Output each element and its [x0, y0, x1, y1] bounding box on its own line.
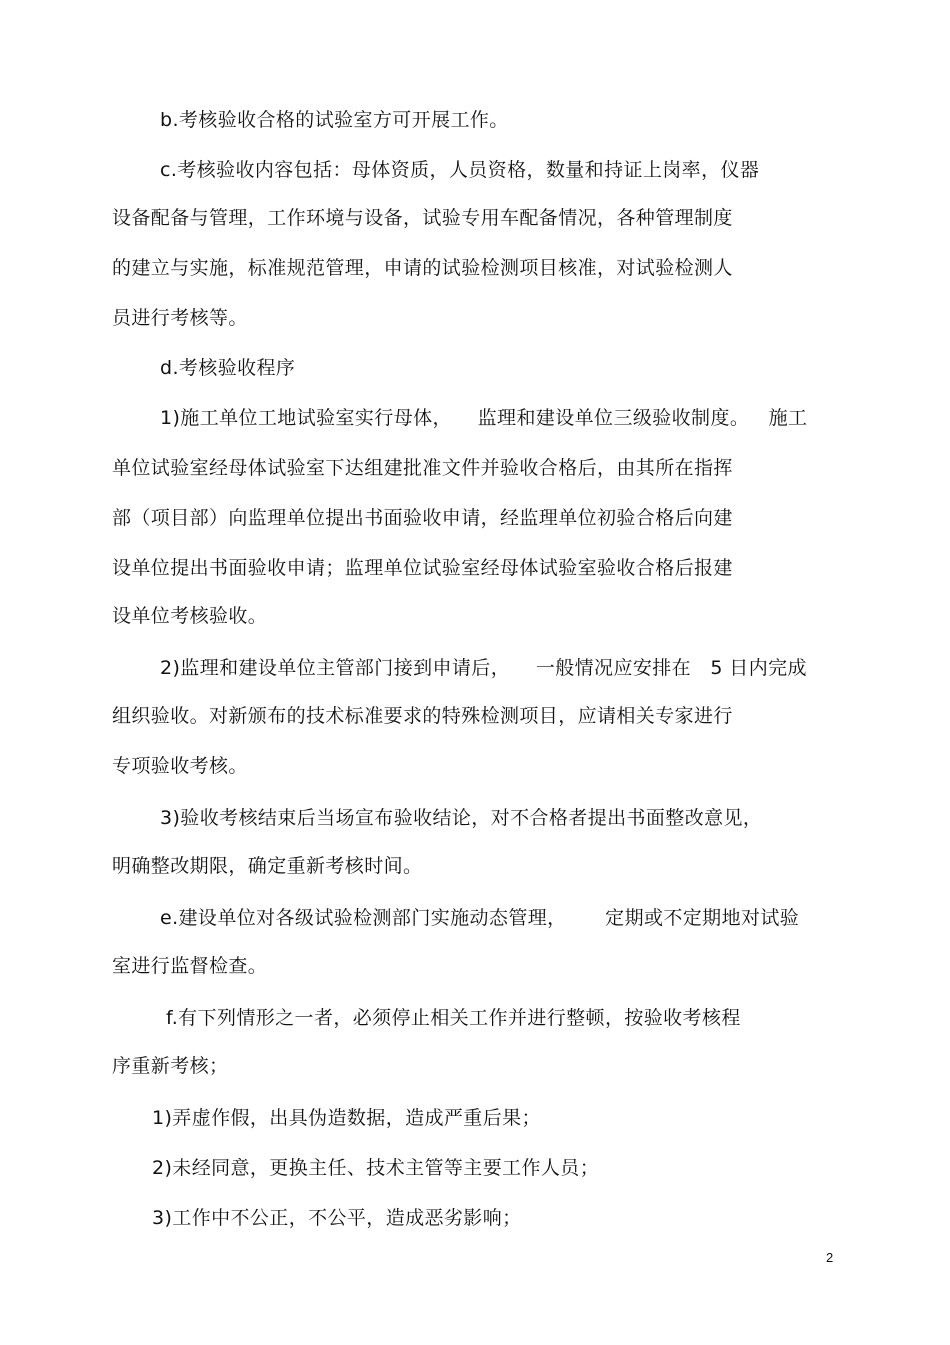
item-d1-line-1: 1)施工单位工地试验室实行母体， 监理和建设单位三级验收制度。 施工	[160, 407, 808, 429]
item-d3-line-2: 明确整改期限，确定重新考核时间。	[112, 855, 423, 877]
paragraph-e-line-2: 室进行监督检查。	[112, 955, 268, 977]
paragraph-d-heading: d.考核验收程序	[160, 357, 296, 379]
item-d2-line-2: 组织验收。对新颁布的技术标准要求的特殊检测项目，应请相关专家进行	[112, 705, 733, 727]
paragraph-c-line-1: c.考核验收内容包括：母体资质，人员资格，数量和持证上岗率，仪器	[160, 159, 760, 181]
paragraph-c-line-4: 员进行考核等。	[112, 307, 248, 329]
paragraph-e-line-1: e.建设单位对各级试验检测部门实施动态管理， 定期或不定期地对试验	[160, 907, 800, 929]
item-d3-line-1: 3)验收考核结束后当场宣布验收结论，对不合格者提出书面整改意见，	[160, 807, 763, 829]
page-number: 2	[826, 1250, 834, 1265]
item-d1-line-5: 设单位考核验收。	[112, 605, 268, 627]
paragraph-c-line-2: 设备配备与管理，工作环境与设备，试验专用车配备情况，各种管理制度	[112, 207, 733, 229]
paragraph-b: b.考核验收合格的试验室方可开展工作。	[160, 109, 509, 131]
paragraph-c-line-3: 的建立与实施，标准规范管理，申请的试验检测项目核准，对试验检测人	[112, 257, 733, 279]
item-d1-line-3: 部（项目部）向监理单位提出书面验收申请，经监理单位初验合格后向建	[112, 507, 733, 529]
item-d1-line-4: 设单位提出书面验收申请；监理单位试验室经母体试验室验收合格后报建	[112, 557, 733, 579]
item-f3: 3)工作中不公正，不公平，造成恶劣影响；	[152, 1207, 522, 1229]
item-f2: 2)未经同意，更换主任、技术主管等主要工作人员；	[152, 1157, 600, 1179]
item-d2-line-1: 2)监理和建设单位主管部门接到申请后， 一般情况应安排在 5 日内完成	[160, 657, 807, 679]
item-f1: 1)弄虚作假，出具伪造数据，造成严重后果；	[152, 1107, 541, 1129]
paragraph-f-line-1: f.有下列情形之一者，必须停止相关工作并进行整顿，按验收考核程	[166, 1007, 741, 1029]
item-d2-line-3: 专项验收考核。	[112, 755, 248, 777]
item-d1-line-2: 单位试验室经母体试验室下达组建批准文件并验收合格后，由其所在指挥	[112, 457, 733, 479]
paragraph-f-line-2: 序重新考核；	[112, 1055, 229, 1077]
